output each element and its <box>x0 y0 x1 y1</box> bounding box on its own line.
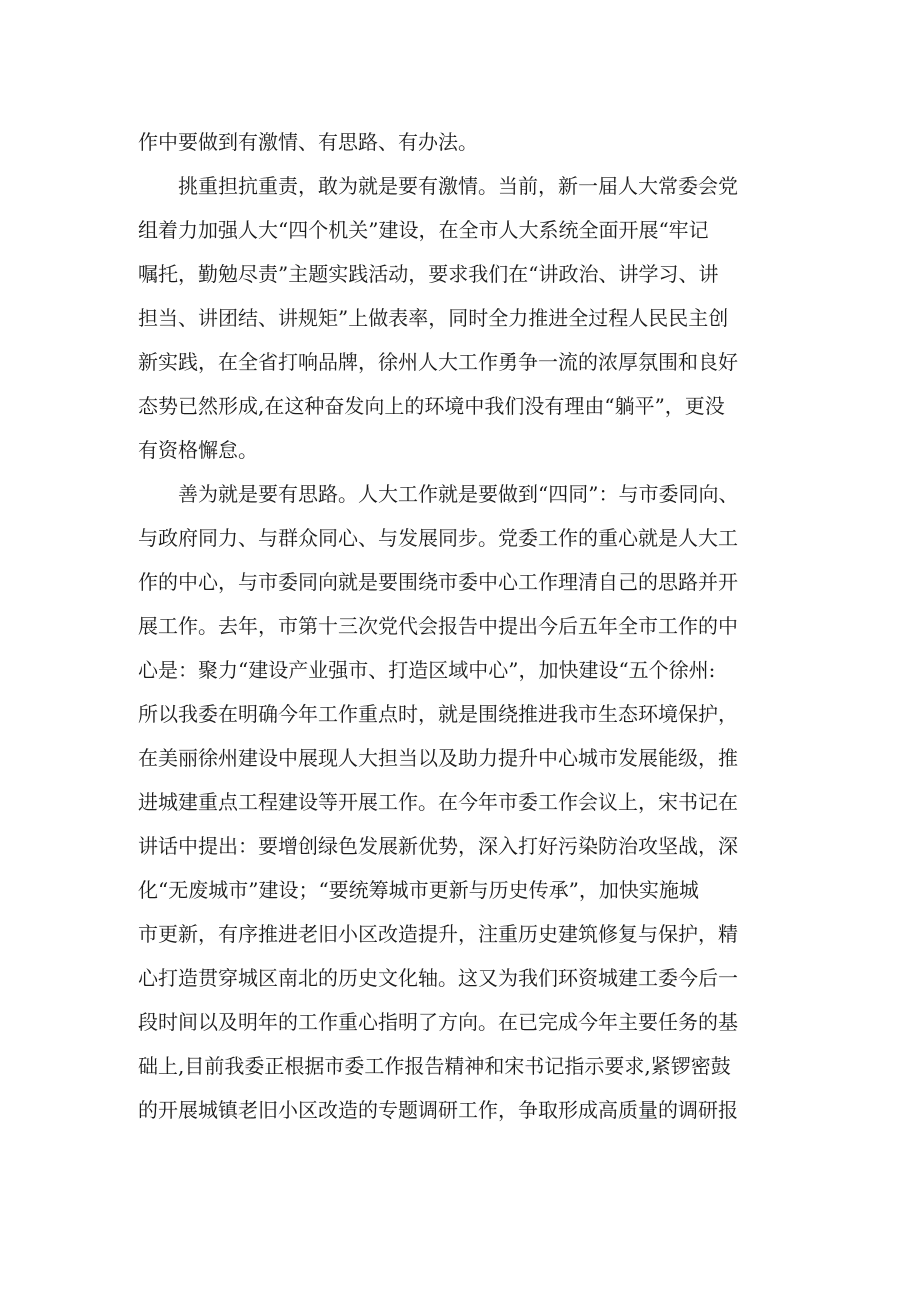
text-line: 讲话中提出：要增创绿色发展新优势，深入打好污染防治攻坚战，深 <box>138 834 738 858</box>
text-line: 进城建重点工程建设等开展工作。在今年市委工作会议上，宋书记在 <box>138 790 738 814</box>
text-line: 新实践，在全省打响品牌，徐州人大工作勇争一流的浓厚氛围和良好 <box>138 350 738 374</box>
text-line: 市更新，有序推进老旧小区改造提升，注重历史建筑修复与保护，精 <box>138 922 738 946</box>
text-line: 嘱托，勤勉尽责”主题实践活动，要求我们在“讲政治、讲学习、讲 <box>138 262 719 286</box>
text-line: 础上,目前我委正根据市委工作报告精神和宋书记指示要求,紧锣密鼓 <box>138 1054 731 1078</box>
text-line: 善为就是要有思路。人大工作就是要做到“四同”：与市委同向、 <box>138 482 739 506</box>
text-line: 的开展城镇老旧小区改造的专题调研工作，争取形成高质量的调研报 <box>138 1098 738 1122</box>
text-line: 心是：聚力“建设产业强市、打造区域中心”，加快建设“五个徐州: <box>138 658 716 682</box>
text-line: 所以我委在明确今年工作重点时，就是围绕推进我市生态环境保护， <box>138 702 738 726</box>
document-body <box>138 120 798 1132</box>
text-line: 组着力加强人大“四个机关”建设，在全市人大系统全面开展“牢记 <box>138 218 709 242</box>
text-line: 作的中心，与市委同向就是要围绕市委中心工作理清自己的思路并开 <box>138 570 738 594</box>
text-line: 在美丽徐州建设中展现人大担当以及助力提升中心城市发展能级，推 <box>138 746 738 770</box>
text-line: 作中要做到有激情、有思路、有办法。 <box>138 130 478 154</box>
text-line: 展工作。去年，市第十三次党代会报告中提出今后五年全市工作的中 <box>138 614 738 638</box>
text-line: 有资格懈怠。 <box>138 438 258 462</box>
text-line: 段时间以及明年的工作重心指明了方向。在已完成今年主要任务的基 <box>138 1010 738 1034</box>
text-line: 挑重担抗重责，敢为就是要有激情。当前，新一届人大常委会党 <box>138 174 738 198</box>
text-line: 担当、讲团结、讲规矩”上做表率，同时全力推进全过程人民民主创 <box>138 306 729 330</box>
text-line: 心打造贯穿城区南北的历史文化轴。这又为我们环资城建工委今后一 <box>138 966 738 990</box>
text-line: 与政府同力、与群众同心、与发展同步。党委工作的重心就是人大工 <box>138 526 738 550</box>
text-line: 态势已然形成,在这种奋发向上的环境中我们没有理由“躺平”，更没 <box>138 394 725 418</box>
text-line: 化“无废城市”建设；“要统筹城市更新与历史传承”，加快实施城 <box>138 878 699 902</box>
